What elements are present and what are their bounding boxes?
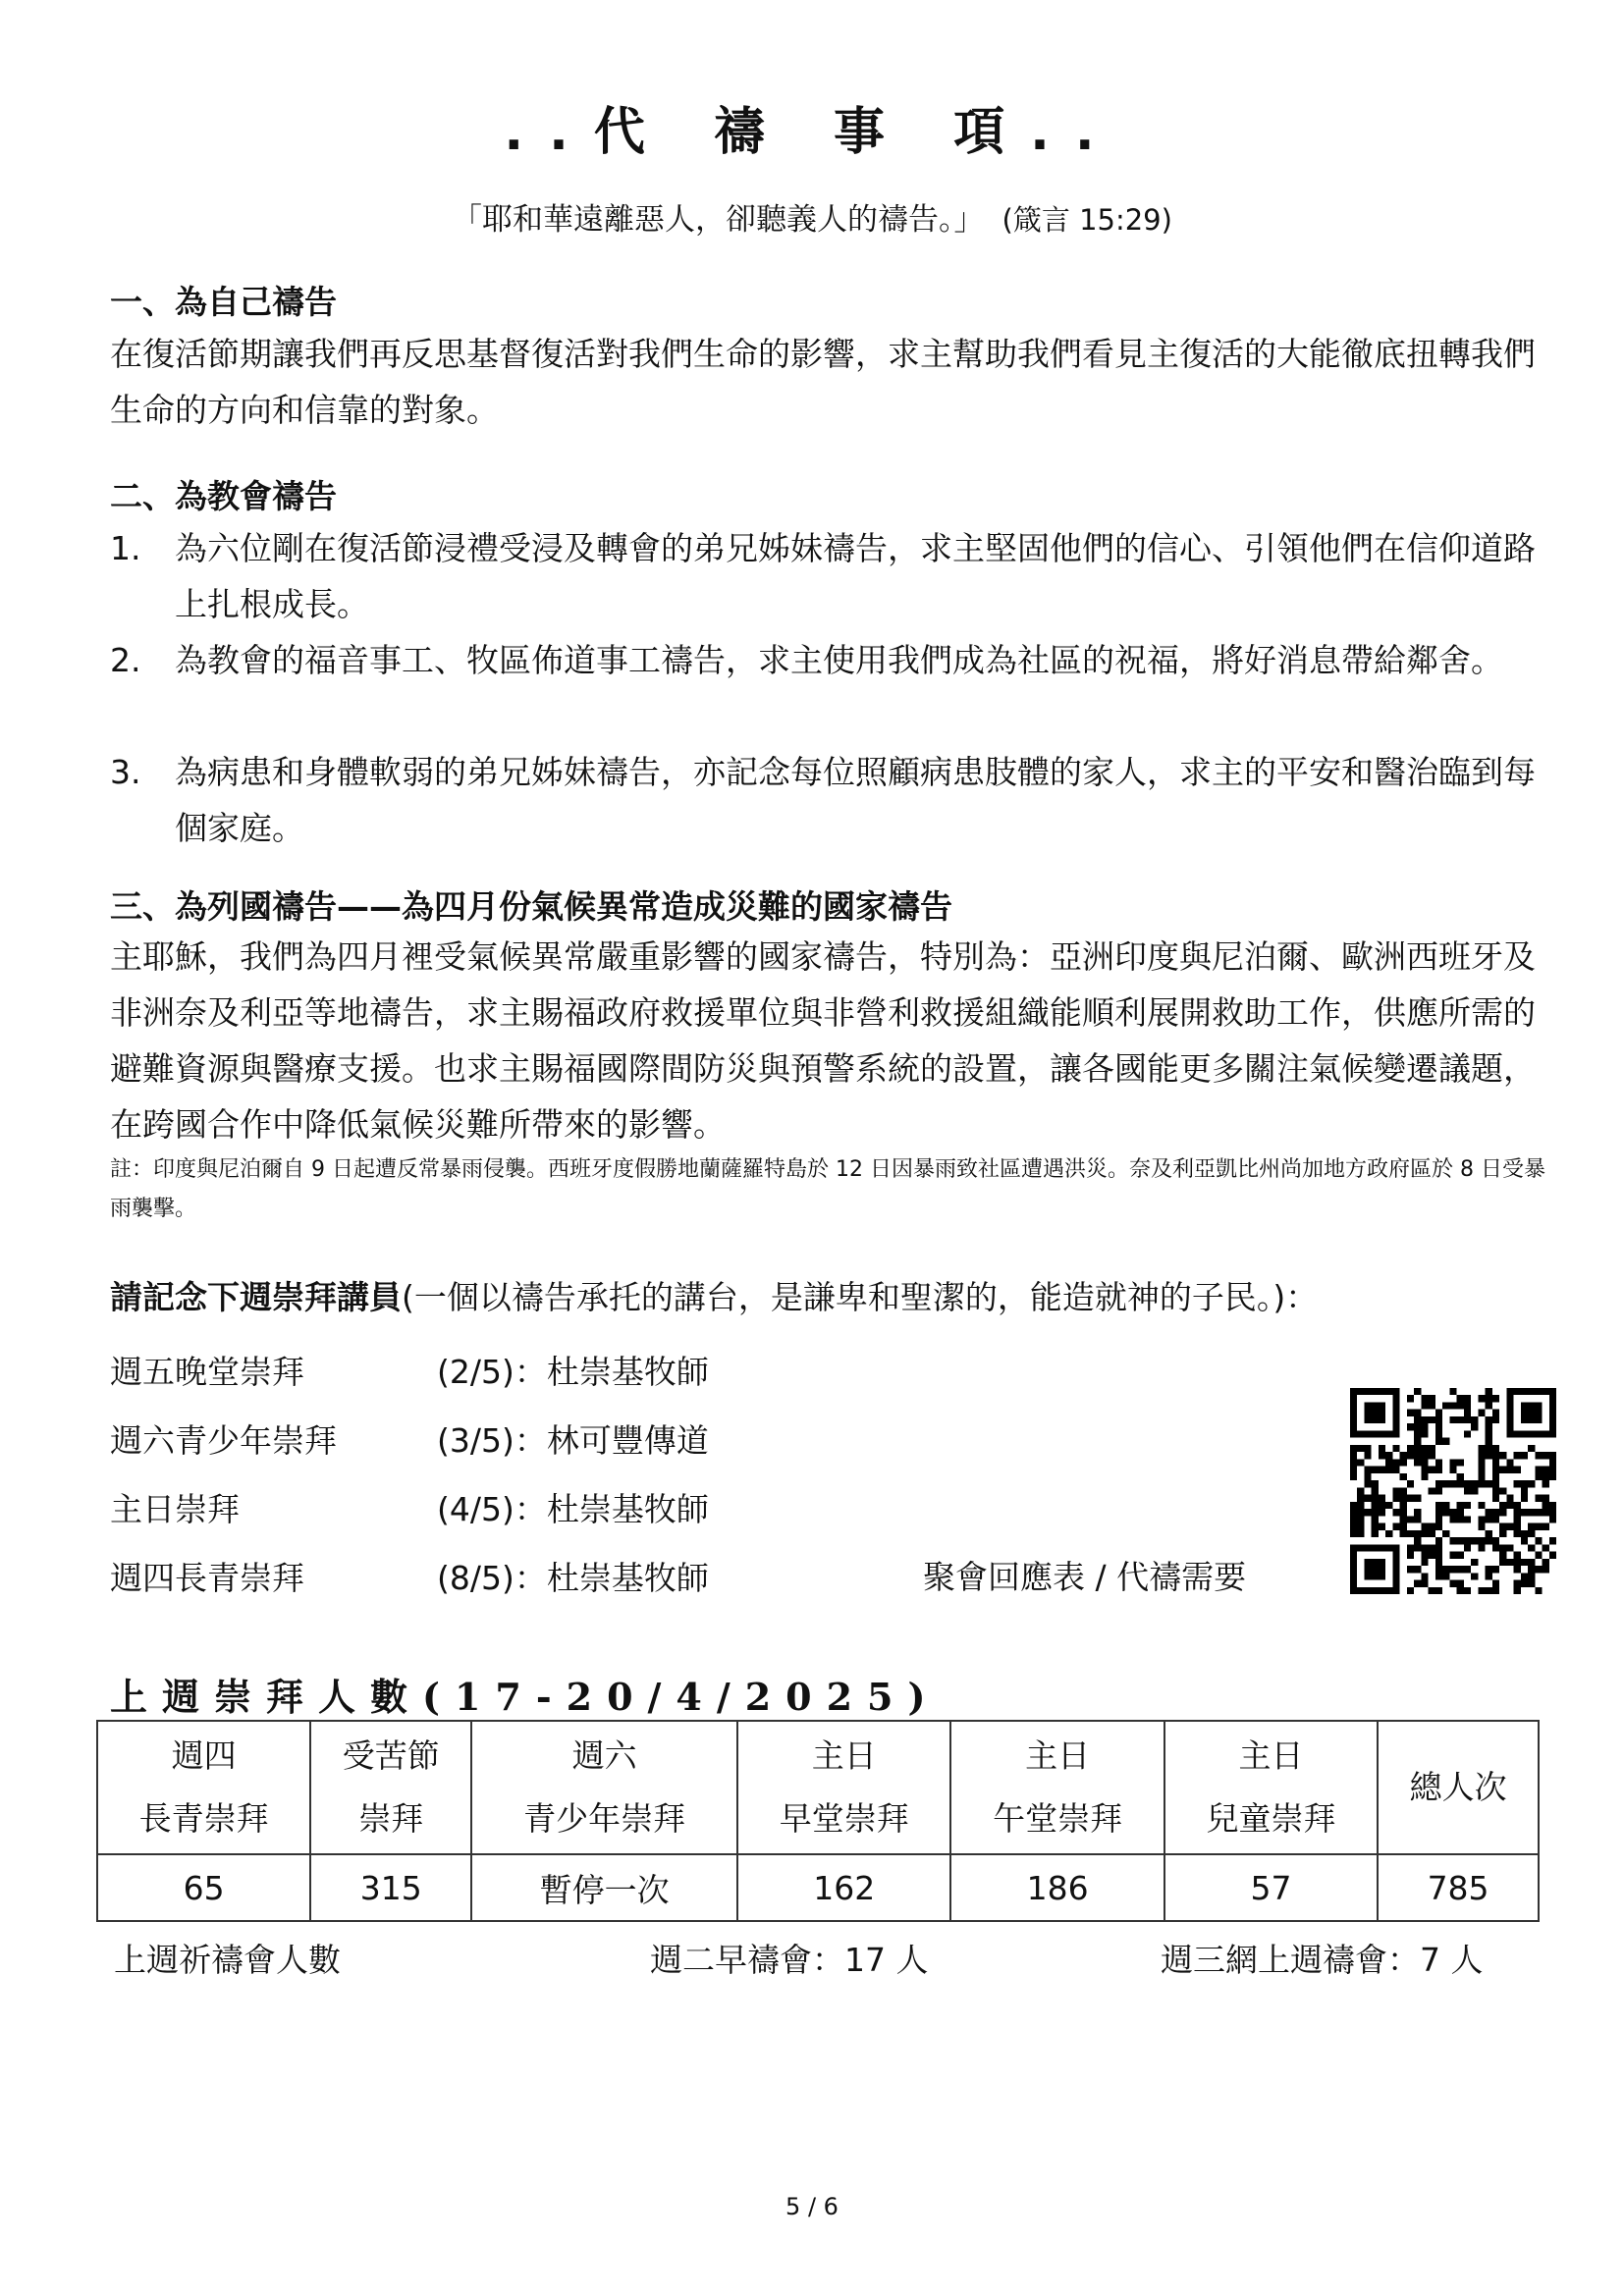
list-item-text: 為教會的福音事工、牧區佈道事工禱告，求主使用我們成為社區的祝福，將好消息帶給鄰舍。 [175,641,1503,679]
service-name: 週四長青崇拜 [110,1559,304,1597]
service-row [110,1553,709,1599]
section-heading-self: 一、為自己禱告 [110,283,337,321]
table-cell: 162 [737,1854,950,1921]
table-cell: 暫停一次 [471,1854,737,1921]
prayer-meeting-wednesday: 週三網上週禱會：7 人 [1161,1941,1484,1979]
list-item [110,744,1553,856]
table-cell-total: 785 [1378,1854,1539,1921]
table-cell: 186 [950,1854,1164,1921]
attendance-table [96,1720,1540,1922]
list-item-number: 1. [110,529,141,567]
section-body-self: 在復活節期讓我們再反思基督復活對我們生命的影響，求主幫助我們看見主復活的大能徹底扭轉我們生命的方向和信靠的對象。 [110,335,1536,429]
service-date-speaker: (2/5)：杜崇基牧師 [437,1353,709,1391]
list-item [110,520,1553,632]
attendance-heading: 上週崇拜人數(17-20/4/2025) [110,1675,941,1719]
service-date-speaker: (4/5)：杜崇基牧師 [437,1490,709,1528]
list-item-text: 為六位剛在復活節浸禮受浸及轉會的弟兄姊妹禱告，求主堅固他們的信心、引領他們在信仰道路上扎根成長。 [175,529,1536,623]
column-header-total: 總人次 [1378,1721,1539,1854]
column-header: 主日 午堂崇拜 [950,1721,1164,1854]
page-title: ..代 禱 事 項.. [504,103,1120,162]
service-name: 主日崇拜 [110,1490,240,1528]
qr-code[interactable] [1350,1388,1556,1594]
scripture-verse [0,194,1624,239]
service-row [110,1347,709,1393]
service-row [110,1484,709,1530]
qr-caption: 聚會回應表 / 代禱需要 [923,1558,1247,1596]
column-header: 主日 早堂崇拜 [737,1721,950,1854]
prayer-meeting-tuesday: 週二早禱會：17 人 [650,1941,929,1979]
section-heading-nations: 三、為列國禱告——為四月份氣候異常造成災難的國家禱告 [110,887,952,926]
service-name: 週五晚堂崇拜 [110,1353,304,1391]
service-date-speaker: (8/5)：杜崇基牧師 [437,1559,709,1597]
list-item-text: 為病患和身體軟弱的弟兄姊妹禱告，亦記念每位照顧病患肢體的家人，求主的平安和醫治臨到每個家庭。 [175,753,1536,847]
table-row [97,1854,1539,1921]
verse-text: 「耶和華遠離惡人，卻聽義人的禱告。」 [452,202,985,238]
prayer-meeting-label: 上週祈禱會人數 [114,1941,341,1979]
page-number: 5 / 6 [785,2193,839,2220]
table-cell: 315 [310,1854,471,1921]
column-header: 主日 兒童崇拜 [1164,1721,1378,1854]
table-cell: 65 [97,1854,310,1921]
speaker-remember-line [110,1272,1318,1318]
speaker-remember-bold: 請記念下週崇拜講員 [110,1278,402,1316]
column-header: 受苦節 崇拜 [310,1721,471,1854]
column-header: 週四 長青崇拜 [97,1721,310,1854]
section-body-nations: 主耶穌，我們為四月裡受氣候異常嚴重影響的國家禱告，特別為：亞洲印度與尼泊爾、歐洲西班牙及非洲奈及利亞等地禱告，求主賜福政府救援單位與非營利救援組織能順利展開救助工作，供應所需的避難資源與醫療支援。也求主賜福國際間防災與預警系統的設置，讓各國能更多關注氣候變遷議題，在跨國合作中降低氣候災難所帶來的影響。 [110,937,1536,1144]
service-row [110,1415,709,1462]
column-header: 週六 青少年崇拜 [471,1721,737,1854]
service-name: 週六青少年崇拜 [110,1421,337,1460]
table-cell: 57 [1164,1854,1378,1921]
footnote: 註：印度與尼泊爾自 9 日起遭反常暴雨侵襲。西班牙度假勝地蘭薩羅特島於 12 日因暴雨致社區遭遇洪災。奈及利亞凱比州尚加地方政府區於 8 日受暴雨襲擊。 [110,1157,1545,1221]
list-item-number: 3. [110,753,141,791]
speaker-remember-rest: (一個以禱告承托的講台，是謙卑和聖潔的，能造就神的子民。)： [402,1278,1319,1316]
list-item-number: 2. [110,641,141,679]
service-date-speaker: (3/5)：林可豐傳道 [437,1421,709,1460]
table-header-row [97,1721,1539,1854]
section-heading-church: 二、為教會禱告 [110,477,337,515]
list-item [110,632,1553,688]
verse-reference: (箴言 15:29) [1001,203,1172,237]
